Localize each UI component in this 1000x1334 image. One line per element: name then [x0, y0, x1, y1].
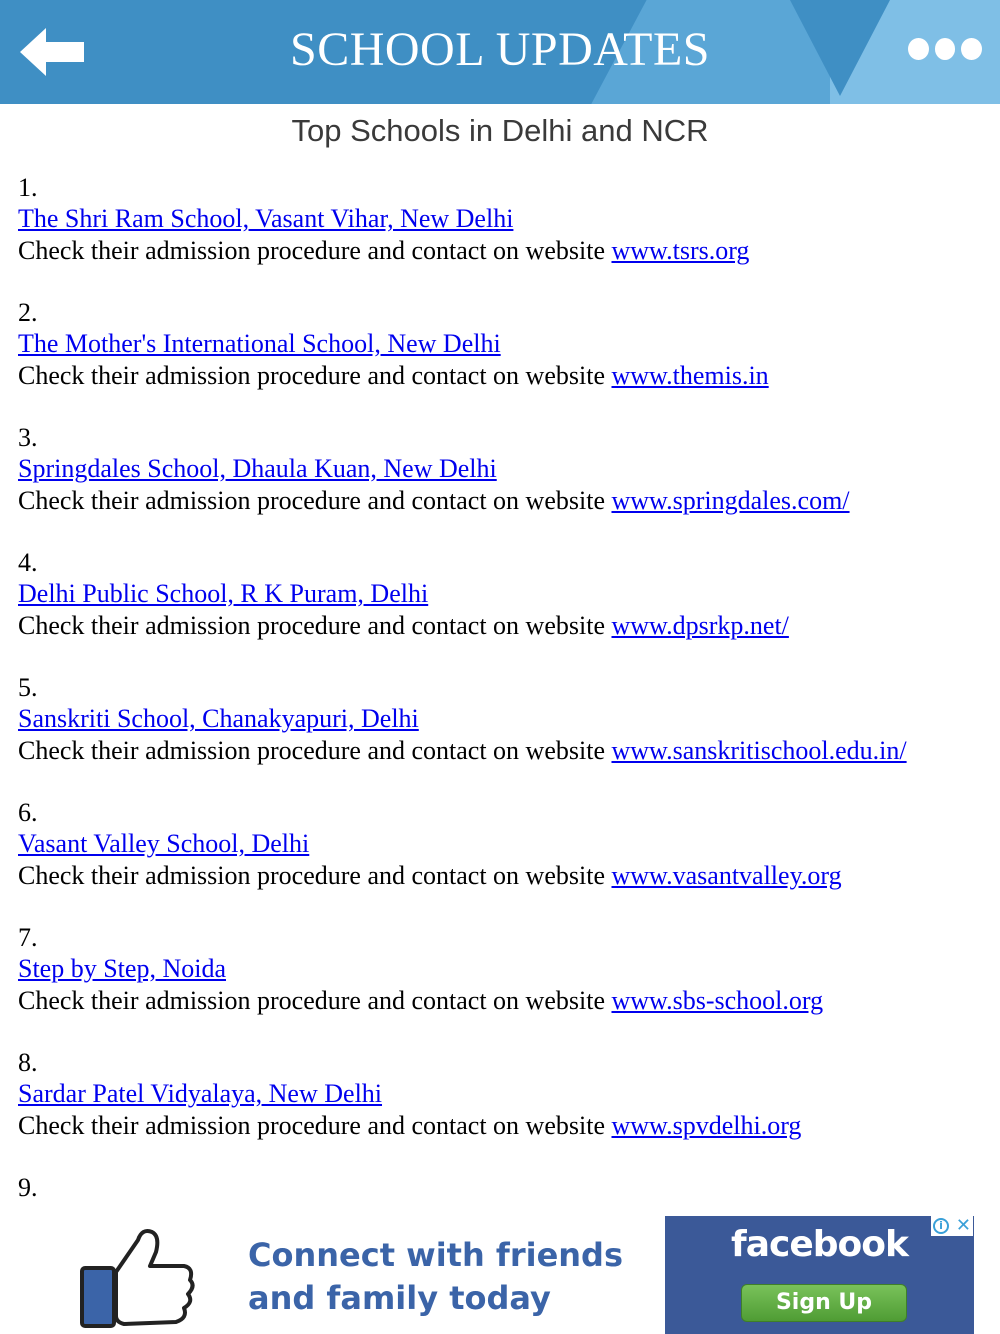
website-link[interactable]: www.sbs-school.org: [611, 985, 824, 1015]
website-link[interactable]: www.themis.in: [611, 360, 769, 390]
school-link[interactable]: Vasant Valley School, Delhi: [18, 829, 310, 859]
app-header: [0, 0, 1000, 104]
facebook-logo: facebook: [731, 1224, 908, 1265]
close-icon[interactable]: ✕: [955, 1215, 971, 1236]
website-link[interactable]: www.dpsrkp.net/: [611, 610, 789, 640]
website-link[interactable]: www.spvdelhi.org: [611, 1110, 802, 1140]
website-link[interactable]: www.vasantvalley.org: [611, 860, 842, 890]
info-icon[interactable]: i: [933, 1218, 949, 1234]
school-link[interactable]: Sanskriti School, Chanakyapuri, Delhi: [18, 704, 419, 734]
school-link[interactable]: Delhi Public School, R K Puram, Delhi: [18, 579, 429, 609]
list-item: [18, 172, 988, 266]
more-dots-icon: [961, 38, 982, 60]
website-link[interactable]: www.tsrs.org: [611, 235, 750, 265]
check-text: Check their admission procedure and contact on website: [18, 360, 612, 390]
ad-line2: and family today: [248, 1279, 551, 1317]
item-number: 1.: [18, 173, 38, 202]
list-item: [18, 547, 988, 641]
school-link[interactable]: The Shri Ram School, Vasant Vihar, New Delhi: [18, 204, 514, 234]
list-item: [18, 922, 988, 1016]
ad-choices[interactable]: [931, 1216, 973, 1236]
section-heading: Top Schools in Delhi and NCR: [291, 113, 709, 148]
item-number: 9.: [18, 1173, 38, 1202]
ad-headline: [248, 1234, 628, 1320]
website-link[interactable]: www.springdales.com/: [611, 485, 850, 515]
list-item: [18, 1172, 988, 1202]
school-link[interactable]: Step by Step, Noida: [18, 954, 226, 984]
list-item: [18, 797, 988, 891]
check-text: Check their admission procedure and contact on website: [18, 1110, 612, 1140]
check-text: Check their admission procedure and contact on website: [18, 610, 612, 640]
item-number: 2.: [18, 298, 38, 327]
more-dots-icon: [908, 38, 929, 60]
list-item: [18, 422, 988, 516]
ad-banner[interactable]: [0, 1214, 1000, 1334]
check-text: Check their admission procedure and contact on website: [18, 235, 612, 265]
item-number: 6.: [18, 798, 38, 827]
school-link[interactable]: Springdales School, Dhaula Kuan, New Delhi: [18, 454, 497, 484]
item-number: 4.: [18, 548, 38, 577]
school-link[interactable]: Sardar Patel Vidyalaya, New Delhi: [18, 1079, 383, 1109]
item-number: 3.: [18, 423, 38, 452]
facebook-panel[interactable]: [665, 1216, 974, 1334]
list-item: [18, 1047, 988, 1141]
item-number: 5.: [18, 673, 38, 702]
list-item: [18, 672, 988, 766]
list-item: [18, 297, 988, 391]
school-list: [18, 172, 988, 1202]
school-link[interactable]: The Mother's International School, New Delhi: [18, 329, 501, 359]
item-number: 7.: [18, 923, 38, 952]
check-text: Check their admission procedure and contact on website: [18, 985, 612, 1015]
ad-line1: Connect with friends: [248, 1236, 623, 1274]
page-title: SCHOOL UPDATES: [290, 23, 710, 76]
more-dots-icon: [935, 38, 956, 60]
check-text: Check their admission procedure and contact on website: [18, 860, 612, 890]
item-number: 8.: [18, 1048, 38, 1077]
more-button[interactable]: [908, 38, 982, 66]
website-link[interactable]: www.sanskritischool.edu.in/: [611, 735, 907, 765]
signup-button[interactable]: Sign Up: [741, 1284, 907, 1322]
check-text: Check their admission procedure and contact on website: [18, 735, 612, 765]
thumbs-up-icon: [76, 1222, 200, 1332]
check-text: Check their admission procedure and contact on website: [18, 485, 612, 515]
